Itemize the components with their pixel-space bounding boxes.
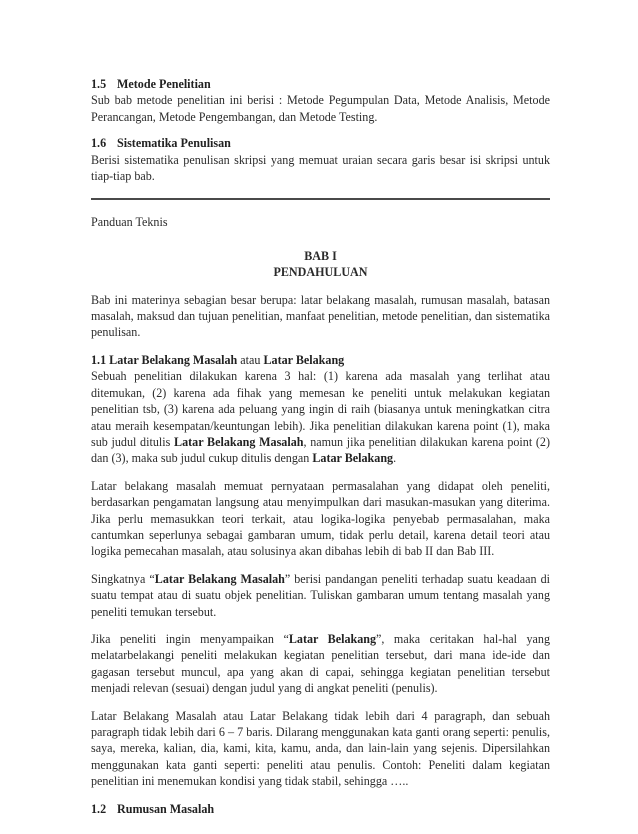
divider [91,198,550,200]
section-heading [91,76,550,92]
paragraph-5: Latar Belakang Masalah atau Latar Belakang tidak lebih dari 4 paragraph, dan sebuah paragraph tidak lebih dari 6 – 7 baris. Dilarang menggunakan kata ganti orang seperti: penulis, saya, mereka, kalian, dia, kami, kita, kamu, anda, dan lain-lain yang sejenis. Dipersilahkan menggunakan kata ganti seperti: peneliti atau penulis. Contoh: Peneliti dalam kegiatan penelitian ini menemukan kondisi yang tidak stabil, sehingga ….. [91,708,550,789]
paragraph-2: Latar belakang masalah memuat pernyataan permasalahan yang didapat oleh peneliti, berdasarkan pengamatan langsung atau menyimpulkan dari masukan-masukan yang diterima. Jika perlu memasukkan teori terkait, atau logika-logika penyebab permasalahan, maka cantumkan seperlunya sebagai gambaran umum, tidak perlu detail, karena detail teori atau logika pemecahan masalah, atau solusinya akan dibahas lebih di bab II dan Bab III. [91,478,550,559]
document-page [91,76,550,817]
bold-term: Latar Belakang Masalah [154,571,285,586]
bold-term: Latar Belakang [288,631,377,646]
section-1-6 [91,135,550,184]
section-title-a: 1.1 Latar Belakang Masalah [91,352,238,367]
section-body: Berisi sistematika penulisan skripsi yang memuat uraian secara garis besar isi skripsi untuk tiap-tiap bab. [91,152,550,184]
section-1-5 [91,76,550,125]
section-title-b: Latar Belakang [263,352,345,367]
bold-term: Latar Belakang Masalah [174,434,304,449]
paragraph-4 [91,631,550,697]
paragraph-3 [91,571,550,620]
section-heading [91,135,550,151]
paragraph-text: ”, maka ceritakan hal-hal yang melatarbelakangi peneliti melakukan kegiatan penelitian tersebut, dari mana ide-ide dan gagasan tersebut muncul, apa yang akan di capai, sehingga kegiatan penelitian tersebut menjadi relevan (sesuai) dengan judul yang di angkat peneliti (penulis). [91,631,550,696]
paragraph-1 [91,368,550,466]
section-title: Metode Penelitian [117,77,211,91]
section-title-connector: atau [237,352,264,367]
paragraph-text: Jika peneliti ingin menyampaikan “ [91,631,289,646]
section-number: 1.5 [91,77,107,91]
bold-term: Latar Belakang [312,451,394,466]
paragraph-text: . [393,451,397,466]
section-body: Sub bab metode penelitian ini berisi : Metode Pegumpulan Data, Metode Analisis, Metode Perancangan, Metode Pengembangan, dan Metode Testing. [91,93,550,124]
chapter-intro: Bab ini materinya sebagian besar berupa: latar belakang masalah, rumusan masalah, batasan masalah, maksud dan tujuan penelitian, manfaat penelitian, metode penelitian, dan sistematika penulisan. [91,292,550,340]
section-title: Sistematika Penulisan [117,136,231,151]
section-heading-1-2 [91,801,550,817]
paragraph-text: , namun jika penelitian dilakukan karena point (2) dan (3), maka sub judul cukup ditulis dengan [91,434,550,466]
section-title: Rumusan Masalah [117,801,215,816]
chapter-title: PENDAHULUAN [273,265,368,280]
paragraph-text: ” berisi pandangan peneliti terhadap suatu keadaan di suatu tempat atau di suatu objek penelitian. Tuliskan gambaran umum tentang masalah yang peneliti temukan tersebut. [91,571,551,619]
chapter-label: BAB I [304,248,337,263]
paragraph-text: Sebuah penelitian dilakukan karena 3 hal: (1) karena ada masalah yang terlihat atau ditemukan, (2) karena ada fihak yang memesan ke peneliti untuk melakukan kegiatan penelitian tsb, (3) karena ada peluang yang ingin di raih (biasanya untuk meningkatkan citra atau meraih kesempatan/keuntungan lebih). Jika penelitian dilakukan karena point (1), maka sub judul ditulis [91,369,550,449]
guide-label: Panduan Teknis [91,215,168,230]
section-number: 1.6 [91,136,107,151]
section-number: 1.2 [91,801,107,816]
section-heading-1-1 [91,352,550,368]
paragraph-text: Singkatnya “ [91,571,155,586]
